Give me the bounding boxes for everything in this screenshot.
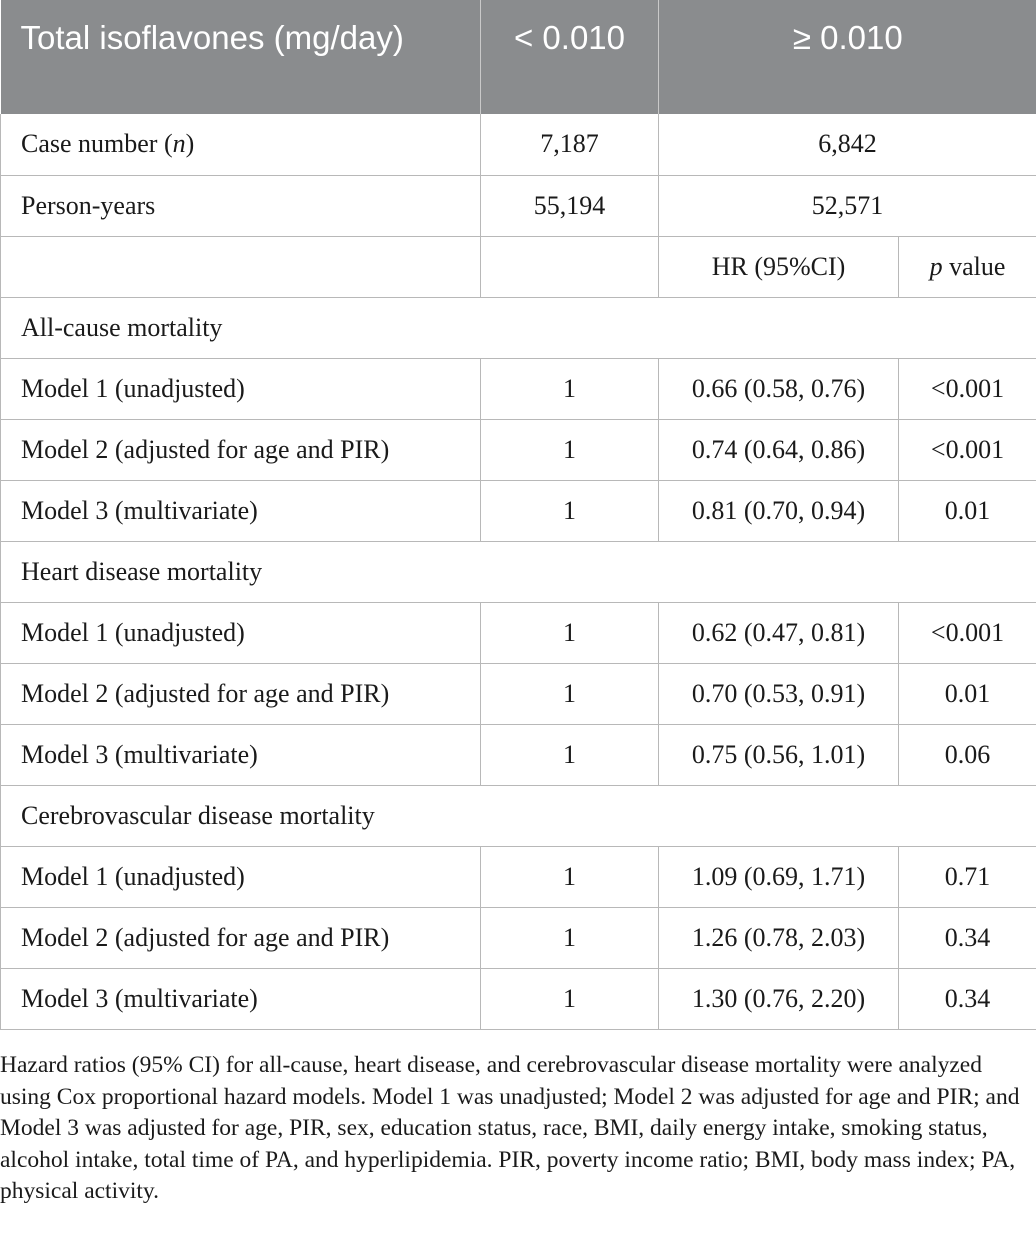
section-title: All-cause mortality (1, 297, 1036, 358)
label-text: Case number ( (21, 129, 173, 159)
header-row (1, 0, 1036, 114)
p-italic: p (929, 251, 943, 281)
person-years-row (1, 175, 1036, 236)
header-low-intake: < 0.010 (481, 0, 659, 114)
p-value: <0.001 (899, 602, 1036, 663)
row-label (1, 175, 481, 236)
table-body (1, 114, 1036, 1029)
model-label: Model 1 (unadjusted) (1, 602, 481, 663)
model-row (1, 724, 1036, 785)
model-label: Model 3 (multivariate) (1, 968, 481, 1029)
table-header (1, 0, 1036, 114)
high-intake-value: 52,571 (659, 175, 1036, 236)
low-intake-value: 55,194 (481, 175, 659, 236)
model-row (1, 419, 1036, 480)
model-row (1, 358, 1036, 419)
model-row (1, 907, 1036, 968)
hazard-ratio-value: 0.74 (0.64, 0.86) (659, 419, 899, 480)
p-value: 0.34 (899, 968, 1036, 1029)
hazard-ratio-value: 0.75 (0.56, 1.01) (659, 724, 899, 785)
label-text: Person-years (21, 190, 156, 220)
reference-value: 1 (481, 907, 659, 968)
hazard-ratio-value: 1.30 (0.76, 2.20) (659, 968, 899, 1029)
model-row (1, 846, 1036, 907)
case-number-row (1, 114, 1036, 175)
p-value: 0.01 (899, 663, 1036, 724)
model-row (1, 663, 1036, 724)
section-title: Heart disease mortality (1, 541, 1036, 602)
model-label: Model 2 (adjusted for age and PIR) (1, 419, 481, 480)
p-value: 0.71 (899, 846, 1036, 907)
hazard-ratio-value: 0.62 (0.47, 0.81) (659, 602, 899, 663)
reference-value: 1 (481, 419, 659, 480)
model-label: Model 3 (multivariate) (1, 724, 481, 785)
hazard-ratio-value: 0.81 (0.70, 0.94) (659, 480, 899, 541)
empty-cell (481, 236, 659, 297)
p-tail: value (942, 251, 1006, 281)
reference-value: 1 (481, 663, 659, 724)
hazard-ratio-value: 0.70 (0.53, 0.91) (659, 663, 899, 724)
section-row (1, 541, 1036, 602)
reference-value: 1 (481, 968, 659, 1029)
section-row (1, 297, 1036, 358)
reference-value: 1 (481, 846, 659, 907)
low-intake-value: 7,187 (481, 114, 659, 175)
p-value: 0.34 (899, 907, 1036, 968)
hazard-ratio-value: 0.66 (0.58, 0.76) (659, 358, 899, 419)
model-label: Model 1 (unadjusted) (1, 358, 481, 419)
p-value: 0.01 (899, 480, 1036, 541)
hazard-ratio-value: 1.26 (0.78, 2.03) (659, 907, 899, 968)
model-label: Model 3 (multivariate) (1, 480, 481, 541)
row-label (1, 114, 481, 175)
p-value: <0.001 (899, 358, 1036, 419)
p-value-column-label (899, 236, 1036, 297)
model-row (1, 968, 1036, 1029)
reference-value: 1 (481, 724, 659, 785)
label-italic: n (172, 129, 186, 159)
model-label: Model 1 (unadjusted) (1, 846, 481, 907)
subheader-row (1, 236, 1036, 297)
hazard-ratio-value: 1.09 (0.69, 1.71) (659, 846, 899, 907)
p-value: <0.001 (899, 419, 1036, 480)
section-row (1, 785, 1036, 846)
reference-value: 1 (481, 480, 659, 541)
model-row (1, 480, 1036, 541)
p-value: 0.06 (899, 724, 1036, 785)
hr-column-label: HR (95%CI) (659, 236, 899, 297)
table-footnote: Hazard ratios (95% CI) for all-cause, heart disease, and cerebrovascular disease mortality were analyzed using Cox proportional hazard models. Model 1 was unadjusted; Model 2 was adjusted for age and PIR; and Model 3 was adjusted for age, PIR, sex, education status, race, BMI, daily energy intake, smoking status, alcohol intake, total time of PA, and hyperlipidemia. PIR, poverty income ratio; BMI, body mass index; PA, physical activity. (0, 1052, 1020, 1204)
model-label: Model 2 (adjusted for age and PIR) (1, 663, 481, 724)
header-high-intake: ≥ 0.010 (659, 0, 1036, 114)
header-exposure: Total isoflavones (mg/day) (1, 0, 481, 114)
label-tail: ) (185, 129, 195, 159)
section-title: Cerebrovascular disease mortality (1, 785, 1036, 846)
model-label: Model 2 (adjusted for age and PIR) (1, 907, 481, 968)
empty-cell (1, 236, 481, 297)
reference-value: 1 (481, 602, 659, 663)
model-row (1, 602, 1036, 663)
high-intake-value: 6,842 (659, 114, 1036, 175)
reference-value: 1 (481, 358, 659, 419)
